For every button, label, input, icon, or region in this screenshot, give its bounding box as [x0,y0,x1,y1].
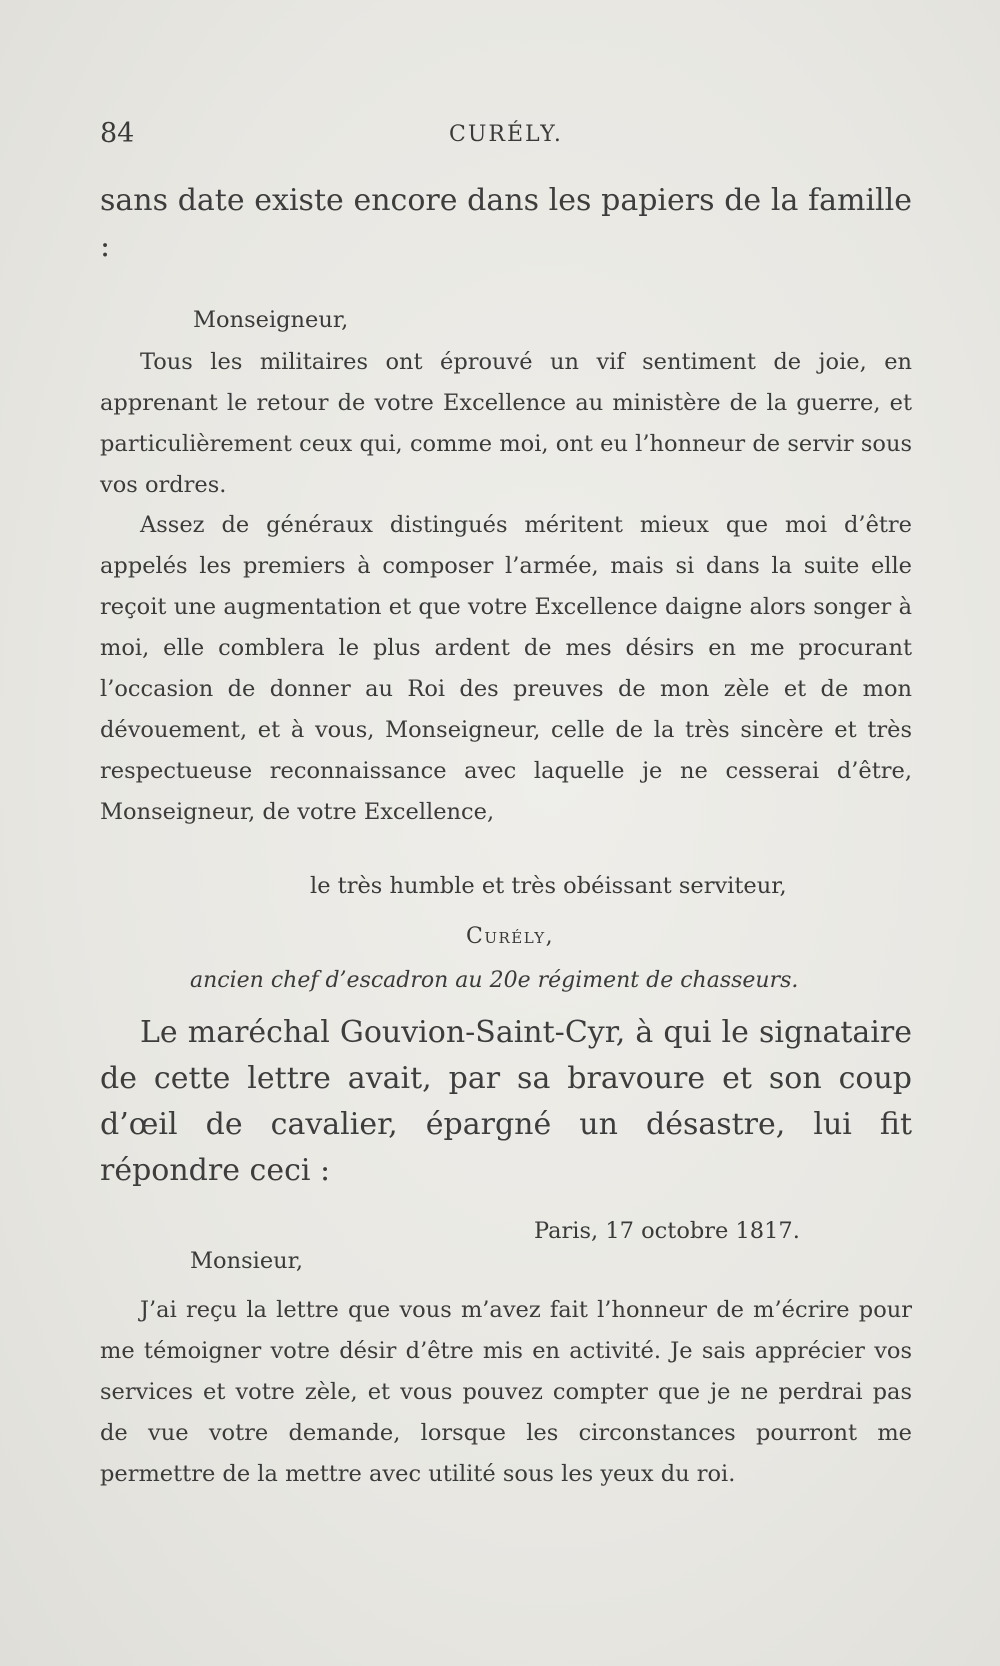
letter2-salutation: Monsieur, [190,1248,304,1274]
narrative-paragraph: Le maréchal Gouvion-Saint-Cyr, à qui le signataire de cette lettre avait, par sa bravoure et son coup d’œil de cavalier, épargné un désastre, lui fit répondre ceci : [100,1015,912,1188]
letter1-signature-name: Curély, [466,924,555,949]
letter1-closing: le très humble et très obéissant serviteur, [310,873,787,899]
letter2-body: J’ai reçu la lettre que vous m’avez fait l’honneur de m’écrire pour me témoigner votre désir d’être mis en activité. Je sais apprécier vos services et votre zèle, et vous pouvez compter que je ne perdrai pas de vue votre demande, lorsque les circonstances pourront me permettre de la mettre avec utilité sous les yeux du roi. [100,1297,912,1487]
letter2-dateline: Paris, 17 octobre 1817. [534,1218,800,1244]
intro-paragraph: sans date existe encore dans les papiers de la famille : [100,183,912,264]
running-title: CURÉLY. [449,122,563,147]
letter1-signature-title: ancien chef d’escadron au 20e régiment de chasseurs. [190,968,799,993]
letter1-salutation: Monseigneur, [193,307,349,333]
page-number: 84 [100,118,135,149]
running-head [100,118,912,158]
letter1-paragraph-2: Assez de généraux distingués méritent mieux que moi d’être appelés les premiers à composer l’armée, mais si dans la suite elle reçoit une augmentation et que votre Excellence daigne alors songer à moi, elle comblera le plus ardent de mes désirs en me procurant l’occasion de donner au Roi des preuves de mon zèle et de mon dévouement, et à vous, Monseigneur, celle de la très sincère et très respectueuse reconnaissance avec laquelle je ne cesserai d’être, Monseigneur, de votre Excellence, [100,512,912,825]
letter1-paragraph-1: Tous les militaires ont éprouvé un vif sentiment de joie, en apprenant le retour de votre Excellence au ministère de la guerre, et particulièrement ceux qui, comme moi, ont eu l’honneur de servir sous vos ordres. [100,349,912,498]
